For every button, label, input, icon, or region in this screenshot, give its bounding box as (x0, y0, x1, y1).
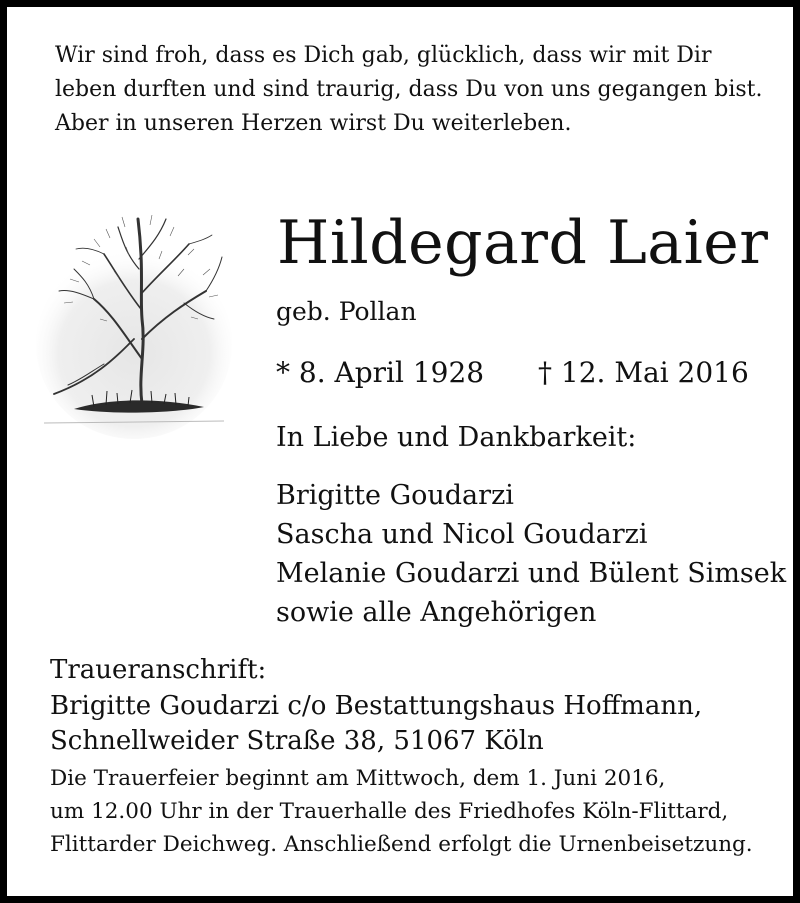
intro-line-2: leben durften und sind traurig, dass Du von uns gegangen bist. (55, 77, 763, 102)
ceremony-line-3: Flittarder Deichweg. Anschließend erfolgt die Urnenbeisetzung. (50, 832, 753, 857)
thanks-heading: In Liebe und Dankbarkeit: (276, 422, 637, 453)
family-member: Sascha und Nicol Goudarzi (276, 519, 648, 550)
ceremony-line-1: Die Trauerfeier beginnt am Mittwoch, dem 1. Juni 2016, (50, 766, 666, 791)
ceremony-line-2: um 12.00 Uhr in der Trauerhalle des Friedhofes Köln-Flittard, (50, 799, 729, 824)
tree-illustration-icon (34, 199, 234, 449)
deceased-name: Hildegard Laier (277, 208, 769, 278)
maiden-name: geb. Pollan (276, 297, 417, 326)
death-date: † 12. Mai 2016 (538, 356, 749, 389)
birth-date: * 8. April 1928 (276, 356, 485, 389)
address-heading: Traueranschrift: (50, 655, 267, 685)
family-member: Melanie Goudarzi und Bülent Simsek (276, 558, 787, 589)
obituary-notice (7, 7, 793, 896)
address-line-1: Brigitte Goudarzi c/o Bestattungshaus Hoffmann, (50, 691, 703, 721)
intro-line-3: Aber in unseren Herzen wirst Du weiterleben. (55, 111, 572, 136)
address-line-2: Schnellweider Straße 38, 51067 Köln (50, 726, 544, 756)
family-member: sowie alle Angehörigen (276, 597, 597, 628)
intro-line-1: Wir sind froh, dass es Dich gab, glücklich, dass wir mit Dir (55, 43, 712, 68)
family-member: Brigitte Goudarzi (276, 480, 514, 511)
